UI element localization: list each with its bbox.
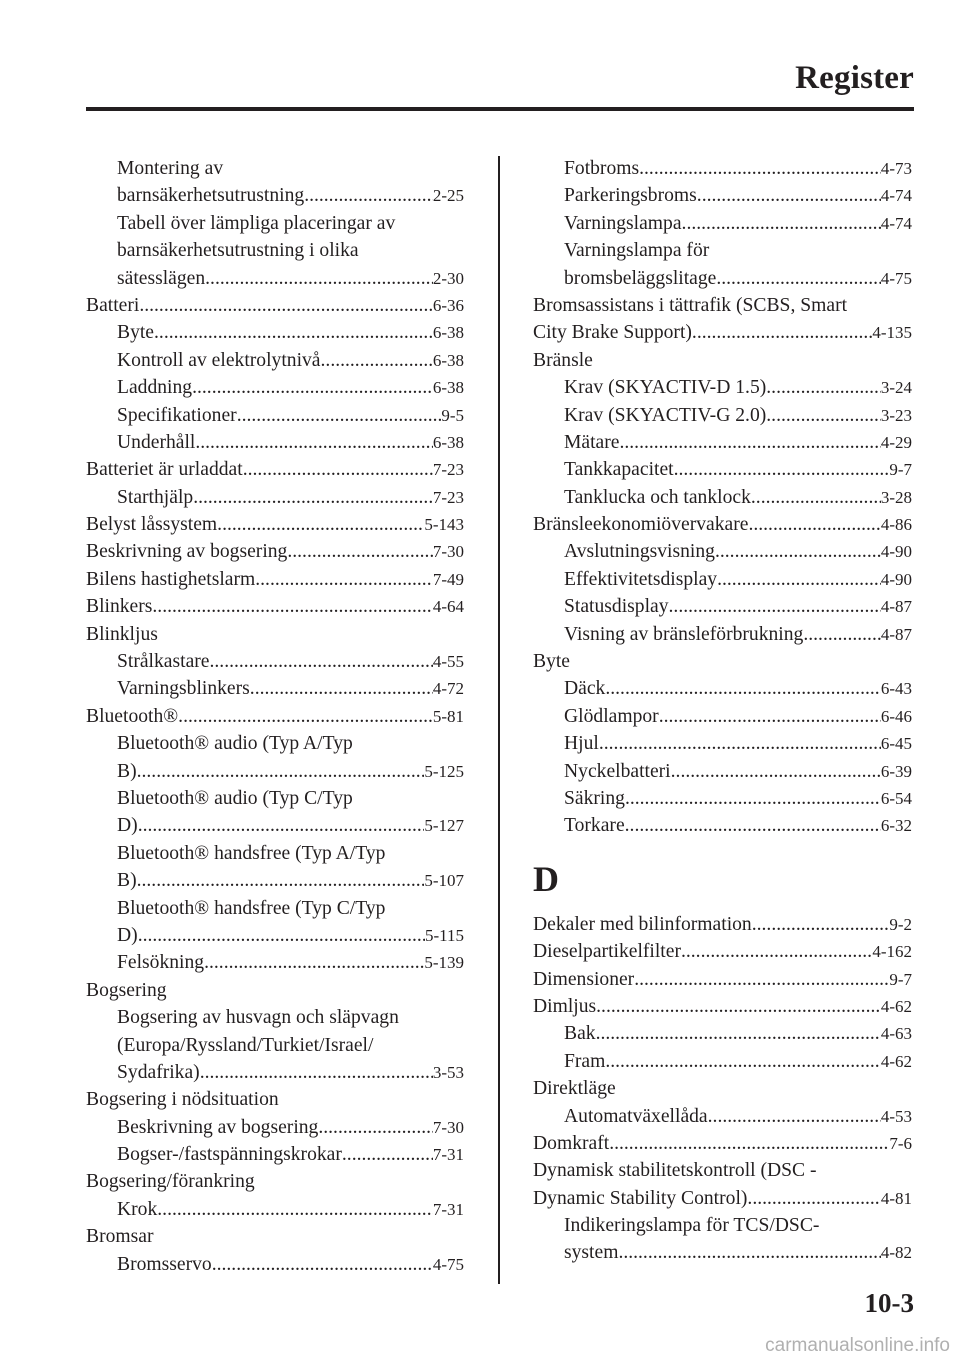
index-entry-page: 4-90 xyxy=(880,569,912,589)
index-entry-text: Fram xyxy=(564,1050,606,1072)
index-entry-page: 6-39 xyxy=(880,761,912,781)
index-entry-text: Säkring xyxy=(564,787,625,809)
index-entry xyxy=(533,1239,912,1266)
index-entry-text: sätesslägen xyxy=(117,267,206,289)
dot-leader xyxy=(217,511,424,538)
index-entry-text: Glödlampor xyxy=(564,705,659,727)
index-entry-text: Starthjälp xyxy=(117,486,194,508)
index-entry-text: B) xyxy=(117,870,137,892)
index-entry-text: Automatväxellåda xyxy=(564,1105,708,1127)
index-entry-text: Visning av bränsleförbrukning xyxy=(564,623,804,645)
index-entry xyxy=(533,402,912,429)
dot-leader xyxy=(321,347,433,374)
index-entry-page: 5-115 xyxy=(424,925,464,945)
index-entry xyxy=(533,1075,912,1102)
dot-leader xyxy=(193,484,433,511)
index-entry-page: 5-127 xyxy=(424,816,464,836)
index-entry xyxy=(86,895,464,922)
index-entry-page: 4-87 xyxy=(880,597,912,617)
index-entry xyxy=(86,1141,464,1168)
index-entry-page: 6-43 xyxy=(880,679,912,699)
index-entry-page: 9-5 xyxy=(441,405,464,425)
dot-leader xyxy=(154,319,433,346)
index-entry-text: Bogsering/förankring xyxy=(86,1171,255,1193)
index-entry xyxy=(86,1032,464,1059)
index-entry xyxy=(533,292,912,319)
index-entry-page: 9-7 xyxy=(889,460,912,480)
index-entry-text: Direktläge xyxy=(533,1078,616,1100)
dot-leader xyxy=(212,1251,433,1278)
index-entry xyxy=(86,182,464,209)
index-entry-page: 4-74 xyxy=(880,213,912,233)
index-entry-page: 7-23 xyxy=(432,460,464,480)
index-entry-text: City Brake Support) xyxy=(533,322,692,344)
index-entry xyxy=(533,1020,912,1047)
index-entry-text: Bromsassistans i tättrafik (SCBS, Smart xyxy=(533,294,848,316)
index-entry-page: 4-64 xyxy=(432,597,464,617)
index-entry-text: Byte xyxy=(533,651,571,673)
index-entry-page: 3-24 xyxy=(880,378,912,398)
index-entry xyxy=(533,966,912,993)
dot-leader xyxy=(803,621,880,648)
dot-leader xyxy=(605,1048,880,1075)
index-entry-page: 9-7 xyxy=(889,969,912,989)
index-entry-text: Effektivitetsdisplay xyxy=(564,568,718,590)
index-entry xyxy=(533,1185,912,1212)
index-entry xyxy=(86,1223,464,1250)
dot-leader xyxy=(342,1141,433,1168)
index-entry-text: Indikeringslampa för TCS/DSC- xyxy=(564,1215,820,1237)
dot-leader xyxy=(692,319,872,346)
index-entry-text: Batteriet är urladdat xyxy=(86,459,243,481)
index-entry-text: Bromsar xyxy=(86,1226,154,1248)
index-entry-page: 6-38 xyxy=(432,378,464,398)
dot-leader xyxy=(717,566,881,593)
index-entry xyxy=(86,621,464,648)
index-entry-page: 6-38 xyxy=(432,350,464,370)
index-entry-text: Beskrivning av bogsering xyxy=(86,541,288,563)
index-entry xyxy=(86,867,464,894)
dot-leader xyxy=(200,1059,433,1086)
index-entry xyxy=(533,993,912,1020)
index-entry-page: 4-162 xyxy=(872,942,912,962)
index-entry-page: 3-53 xyxy=(432,1062,464,1082)
index-entry xyxy=(533,374,912,401)
dot-leader xyxy=(766,402,881,429)
index-entry xyxy=(86,319,464,346)
index-entry-text: Bluetooth® handsfree (Typ C/Typ xyxy=(117,897,386,919)
dot-leader xyxy=(157,1196,433,1223)
index-entry-text: Bränsleekonomiövervakare xyxy=(533,514,749,536)
index-entry-page: 7-23 xyxy=(432,487,464,507)
index-entry xyxy=(533,237,912,264)
index-entry-text: Varningslampa för xyxy=(564,240,710,262)
dot-leader xyxy=(178,703,433,730)
index-entry-page: 4-62 xyxy=(880,1051,912,1071)
index-entry xyxy=(533,511,912,538)
index-entry xyxy=(86,237,464,264)
index-entry-text: Parkeringsbroms xyxy=(564,185,697,207)
index-entry xyxy=(86,949,464,976)
index-entry xyxy=(86,429,464,456)
index-entry-text: Kontroll av elektrolytnivå xyxy=(117,349,321,371)
dot-leader xyxy=(708,1103,881,1130)
index-entry-text: Tankkapacitet xyxy=(564,459,674,481)
index-entry-page: 2-30 xyxy=(432,268,464,288)
index-entry-text: Däck xyxy=(564,678,606,700)
index-entry xyxy=(86,785,464,812)
index-entry-text: Dekaler med bilinformation xyxy=(533,913,752,935)
index-entry-text: Mätare xyxy=(564,431,620,453)
index-entry-text: Dimljus xyxy=(533,995,597,1017)
dot-leader xyxy=(751,484,881,511)
dot-leader xyxy=(766,374,881,401)
index-entry-page: 4-29 xyxy=(880,432,912,452)
dot-leader xyxy=(681,938,872,965)
index-entry-page: 4-135 xyxy=(872,323,912,343)
index-entry xyxy=(86,292,464,319)
dot-leader xyxy=(639,155,881,182)
index-entry-page: 3-23 xyxy=(880,405,912,425)
index-entry xyxy=(533,456,912,483)
index-entry xyxy=(86,538,464,565)
index-entry-text: barnsäkerhetsutrustning i olika xyxy=(117,240,359,262)
index-entry xyxy=(86,1196,464,1223)
index-entry xyxy=(533,593,912,620)
index-entry-page: 7-30 xyxy=(432,542,464,562)
index-entry-page: 5-107 xyxy=(424,871,464,891)
dot-leader xyxy=(659,703,881,730)
index-entry-text: Fotbroms xyxy=(564,158,640,179)
dot-leader xyxy=(671,758,881,785)
index-entry-page: 7-31 xyxy=(432,1199,464,1219)
index-entry-page: 4-81 xyxy=(880,1188,912,1208)
index-entry xyxy=(86,1004,464,1031)
index-entry-text: Varningsblinkers xyxy=(117,678,250,700)
index-entry-text: Bränsle xyxy=(533,349,593,371)
index-group-d xyxy=(533,911,912,1267)
column-divider xyxy=(498,156,500,1284)
header-rule xyxy=(86,107,914,111)
index-entry-text: Nyckelbatteri xyxy=(564,760,671,782)
index-entry xyxy=(86,566,464,593)
index-entry-text: Blinkers xyxy=(86,596,153,618)
index-entry-text: system xyxy=(564,1242,619,1264)
index-entry xyxy=(533,429,912,456)
dot-leader xyxy=(139,292,433,319)
index-entry-text: Byte xyxy=(117,322,155,344)
index-entry-page: 5-143 xyxy=(424,515,464,535)
index-entry-page: 4-82 xyxy=(880,1243,912,1263)
dot-leader xyxy=(205,265,433,292)
page-title: Register xyxy=(795,60,914,96)
dot-leader xyxy=(596,993,881,1020)
dot-leader xyxy=(697,182,881,209)
dot-leader xyxy=(634,966,889,993)
dot-leader xyxy=(137,867,425,894)
index-entry xyxy=(533,319,912,346)
index-entry xyxy=(86,840,464,867)
index-entry xyxy=(533,1157,912,1184)
index-entry-page: 4-72 xyxy=(432,679,464,699)
index-entry-page: 4-62 xyxy=(880,996,912,1016)
index-entry-page: 2-25 xyxy=(432,186,464,206)
index-entry-text: Bilens hastighetslarm xyxy=(86,568,256,590)
dot-leader xyxy=(619,429,880,456)
dot-leader xyxy=(137,758,425,785)
dot-leader xyxy=(210,648,433,675)
index-entry-page: 4-73 xyxy=(880,159,912,178)
dot-leader xyxy=(747,1185,880,1212)
index-column-left xyxy=(86,155,464,1278)
index-entry-text: Batteri xyxy=(86,294,140,316)
index-entry-text: Domkraft xyxy=(533,1132,610,1154)
index-entry xyxy=(533,1103,912,1130)
index-entry xyxy=(86,648,464,675)
index-entry-text: Bogsering i nödsituation xyxy=(86,1089,279,1111)
index-entry xyxy=(86,402,464,429)
index-entry xyxy=(533,347,912,374)
index-entry-text: Laddning xyxy=(117,377,193,399)
index-entry-text: Bak xyxy=(564,1023,596,1045)
index-entry xyxy=(533,758,912,785)
index-entry-text: Tanklucka och tanklock xyxy=(564,486,751,508)
index-entry-text: Bluetooth® audio (Typ C/Typ xyxy=(117,787,353,809)
dot-leader xyxy=(237,402,442,429)
index-entry xyxy=(533,484,912,511)
index-entry-text: Hjul xyxy=(564,733,599,755)
index-entry-page: 5-81 xyxy=(432,706,464,726)
index-entry-text: Sydafrika) xyxy=(117,1061,200,1083)
dot-leader xyxy=(625,812,881,839)
section-letter: D xyxy=(533,858,559,899)
index-entry xyxy=(533,538,912,565)
dot-leader xyxy=(674,456,890,483)
index-entry-page: 6-36 xyxy=(432,295,464,315)
dot-leader xyxy=(748,511,880,538)
index-entry-page: 9-2 xyxy=(889,914,912,934)
index-entry xyxy=(86,456,464,483)
index-entry xyxy=(86,265,464,292)
dot-leader xyxy=(605,675,880,702)
index-entry xyxy=(86,374,464,401)
index-entry xyxy=(86,347,464,374)
index-entry-page: 4-55 xyxy=(432,652,464,672)
index-entry xyxy=(86,977,464,1004)
dot-leader xyxy=(138,922,425,949)
dot-leader xyxy=(752,911,890,938)
index-entry-text: Krok xyxy=(117,1198,158,1220)
index-entry xyxy=(533,1212,912,1239)
index-entry xyxy=(533,210,912,237)
index-entry xyxy=(533,265,912,292)
index-entry xyxy=(533,648,912,675)
index-entry-text: Statusdisplay xyxy=(564,596,669,618)
index-entry xyxy=(86,922,464,949)
index-entry xyxy=(533,812,912,839)
index-group-b-continued xyxy=(533,155,912,840)
index-entry xyxy=(533,566,912,593)
index-entry-text: Beskrivning av bogsering xyxy=(117,1116,319,1138)
index-entry-text: Dieselpartikelfilter xyxy=(533,941,681,963)
dot-leader xyxy=(304,182,433,209)
index-entry-text: Bromsservo xyxy=(117,1253,212,1275)
index-entry-text: Bogsering xyxy=(86,979,167,1001)
index-entry xyxy=(533,911,912,938)
index-entry xyxy=(86,593,464,620)
index-entry xyxy=(86,511,464,538)
index-entry-text: Torkare xyxy=(564,815,625,837)
index-entry xyxy=(86,675,464,702)
dot-leader xyxy=(596,1020,881,1047)
index-entry xyxy=(86,1059,464,1086)
dot-leader xyxy=(250,675,433,702)
index-entry xyxy=(533,785,912,812)
index-entry-text: (Europa/Ryssland/Turkiet/Israel/ xyxy=(117,1034,374,1056)
index-entry-page: 5-139 xyxy=(424,953,464,973)
dot-leader xyxy=(204,949,424,976)
index-entry-page: 4-75 xyxy=(880,268,912,288)
index-entry xyxy=(533,155,912,182)
dot-leader xyxy=(318,1114,432,1141)
index-entry-page: 6-38 xyxy=(432,432,464,452)
index-entry-text: Dimensioner xyxy=(533,968,635,990)
index-entry-text: Belyst låssystem xyxy=(86,514,218,536)
index-entry-text: Specifikationer xyxy=(117,404,237,426)
dot-leader xyxy=(682,210,881,237)
index-entry-page: 4-86 xyxy=(880,515,912,535)
index-entry-text: Felsökning xyxy=(117,952,205,974)
index-entry-text: Tabell över lämpliga placeringar av xyxy=(117,212,396,234)
index-entry-text: Dynamic Stability Control) xyxy=(533,1187,748,1209)
index-entry-page: 6-38 xyxy=(432,323,464,343)
dot-leader xyxy=(152,593,432,620)
watermark: carmanualsonline.info xyxy=(765,1335,950,1356)
index-entry xyxy=(533,675,912,702)
index-entry xyxy=(86,703,464,730)
dot-leader xyxy=(255,566,433,593)
index-column-right xyxy=(533,155,912,1267)
index-entry-page: 7-49 xyxy=(432,569,464,589)
index-entry xyxy=(86,730,464,757)
index-entry xyxy=(86,812,464,839)
index-entry-text: D) xyxy=(117,815,138,837)
dot-leader xyxy=(716,265,880,292)
index-entry xyxy=(533,1130,912,1157)
index-entry-text: barnsäkerhetsutrustning xyxy=(117,185,305,207)
page-number: 10-3 xyxy=(864,1288,914,1318)
index-entry-text: Krav (SKYACTIV-D 1.5) xyxy=(564,377,767,399)
index-entry-text: bromsbeläggslitage xyxy=(564,267,717,289)
index-entry-page: 6-32 xyxy=(880,816,912,836)
index-entry xyxy=(86,155,464,182)
dot-leader xyxy=(609,1130,889,1157)
index-entry-text: Varningslampa xyxy=(564,212,682,234)
index-entry-text: Bluetooth® xyxy=(86,705,179,727)
index-entry-text: Bluetooth® audio (Typ A/Typ xyxy=(117,733,353,755)
index-entry-page: 4-53 xyxy=(880,1106,912,1126)
index-entry xyxy=(86,1086,464,1113)
index-entry xyxy=(86,1114,464,1141)
dot-leader xyxy=(599,730,881,757)
index-entry xyxy=(533,182,912,209)
index-entry xyxy=(86,210,464,237)
index-entry-text: D) xyxy=(117,924,138,946)
index-entry-page: 6-54 xyxy=(880,788,912,808)
index-entry-text: Bogsering av husvagn och släpvagn xyxy=(117,1007,399,1029)
index-entry-text: Blinkljus xyxy=(86,623,158,645)
index-entry xyxy=(533,1048,912,1075)
index-entry-text: Dynamisk stabilitetskontroll (DSC - xyxy=(533,1160,817,1182)
index-entry-text: Krav (SKYACTIV-G 2.0) xyxy=(564,404,767,426)
index-entry-page: 6-45 xyxy=(880,734,912,754)
index-entry-text: Underhåll xyxy=(117,431,196,453)
index-entry-page: 4-87 xyxy=(880,624,912,644)
index-entry-page: 4-74 xyxy=(880,186,912,206)
dot-leader xyxy=(195,429,432,456)
index-entry xyxy=(533,703,912,730)
dot-leader xyxy=(192,374,433,401)
index-entry xyxy=(533,621,912,648)
index-entry xyxy=(533,938,912,965)
index-entry-page: 7-6 xyxy=(889,1133,912,1153)
dot-leader xyxy=(669,593,881,620)
index-entry-page: 7-31 xyxy=(432,1145,464,1165)
index-entry-text: Strålkastare xyxy=(117,651,210,673)
index-entry-page: 4-63 xyxy=(880,1024,912,1044)
dot-leader xyxy=(287,538,432,565)
index-entry xyxy=(533,730,912,757)
dot-leader xyxy=(625,785,881,812)
index-entry-page: 3-28 xyxy=(880,487,912,507)
dot-leader xyxy=(618,1239,880,1266)
index-entry-page: 5-125 xyxy=(424,761,464,781)
index-entry xyxy=(86,758,464,785)
index-entry-page: 4-90 xyxy=(880,542,912,562)
dot-leader xyxy=(138,812,425,839)
index-entry-text: Bluetooth® handsfree (Typ A/Typ xyxy=(117,842,386,864)
index-entry xyxy=(86,1168,464,1195)
index-entry-text: Avslutningsvisning xyxy=(564,541,715,563)
index-entry-text: Bogser-/fastspänningskrokar xyxy=(117,1144,342,1166)
index-entry-page: 4-75 xyxy=(432,1254,464,1274)
dot-leader xyxy=(715,538,881,565)
index-entry xyxy=(86,484,464,511)
index-entry-page: 7-30 xyxy=(432,1117,464,1137)
index-entry-page: 6-46 xyxy=(880,706,912,726)
dot-leader xyxy=(243,456,433,483)
index-entry-text: Montering av xyxy=(117,158,224,179)
index-entry xyxy=(86,1251,464,1278)
index-entry-text: B) xyxy=(117,760,137,782)
